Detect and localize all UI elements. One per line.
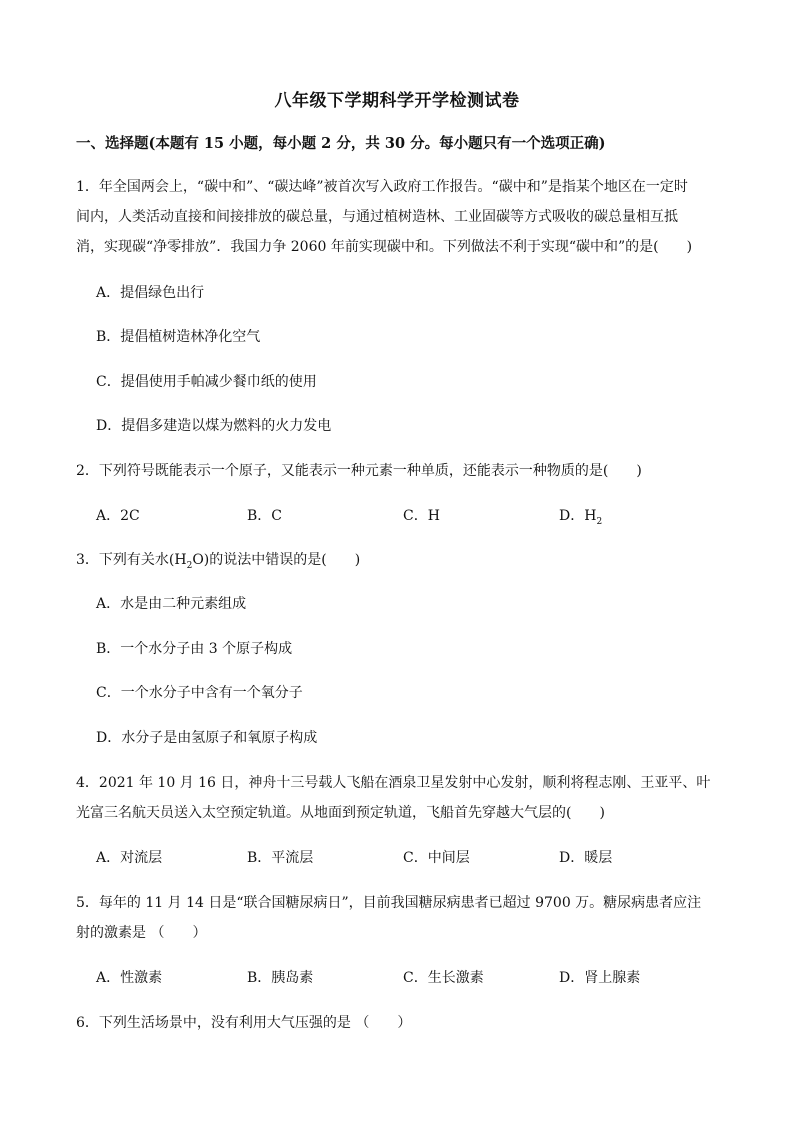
q1-option-a[interactable]: A．提倡绿色出行 — [96, 285, 205, 301]
q1-line-2: 间内，人类活动直接和间接排放的碳总量，与通过植树造林、工业固碳等方式吸收的碳总量相互抵 — [76, 209, 678, 225]
q2-option-d-subscript: 2 — [596, 516, 603, 527]
q5-option-b[interactable]: B．胰岛素 — [247, 970, 314, 986]
q2-option-b[interactable]: B．C — [247, 508, 282, 524]
q4-line-1: 4．2021 年 10 月 16 日，神舟十三号载人飞船在酒泉卫星发射中心发射，顺利将程志刚、王亚平、叶 — [76, 775, 711, 791]
q2-option-d-text: D．H — [559, 508, 597, 524]
q1-option-b[interactable]: B．提倡植树造林净化空气 — [96, 329, 261, 345]
q5-option-a[interactable]: A．性激素 — [96, 970, 163, 986]
q2-option-c[interactable]: C．H — [403, 508, 440, 524]
q6-stem: 6．下列生活场景中，没有利用大气压强的是 （ ） — [76, 1015, 412, 1031]
q3-option-b[interactable]: B．一个水分子由 3 个原子构成 — [96, 641, 293, 657]
exam-title: 八年级下学期科学开学检测试卷 — [274, 91, 520, 111]
q4-line-2: 光富三名航天员送入太空预定轨道。从地面到预定轨道，飞船首先穿越大气层的( ) — [76, 805, 605, 821]
q1-line-1: 1．年全国两会上，“碳中和”、“碳达峰”被首次写入政府工作报告。“碳中和”是指某个地区在一定时 — [76, 179, 688, 195]
q5-option-d[interactable]: D．肾上腺素 — [559, 970, 641, 986]
q5-option-c[interactable]: C．生长激素 — [403, 970, 484, 986]
q3-option-d[interactable]: D．水分子是由氢原子和氧原子构成 — [96, 730, 318, 746]
q2-stem: 2．下列符号既能表示一个原子，又能表示一种元素一种单质，还能表示一种物质的是( ) — [76, 463, 642, 479]
q4-option-c[interactable]: C．中间层 — [403, 850, 470, 866]
q3-stem — [76, 549, 360, 571]
q1-option-d[interactable]: D．提倡多建造以煤为燃料的火力发电 — [96, 418, 332, 434]
q5-line-2: 射的激素是 （ ） — [76, 925, 207, 941]
section-heading: 一、选择题(本题有 15 小题，每小题 2 分，共 30 分。每小题只有一个选项正确) — [76, 135, 606, 152]
q4-option-b[interactable]: B．平流层 — [247, 850, 314, 866]
q4-option-a[interactable]: A．对流层 — [96, 850, 163, 866]
q2-option-a[interactable]: A．2C — [96, 508, 140, 524]
q1-option-c[interactable]: C．提倡使用手帕减少餐巾纸的使用 — [96, 374, 317, 390]
q3-stem-part-1: 3．下列有关水(H — [76, 552, 187, 568]
q3-option-a[interactable]: A．水是由二种元素组成 — [96, 596, 247, 612]
q3-stem-part-2: O)的说法中错误的是( ) — [192, 552, 361, 568]
q2-option-d[interactable] — [559, 505, 602, 527]
q3-stem-subscript: 2 — [186, 560, 193, 571]
q5-line-1: 5．每年的 11 月 14 日是“联合国糖尿病日”，目前我国糖尿病患者已超过 9700 万。糖尿病患者应注 — [76, 895, 702, 911]
q4-option-d[interactable]: D．暖层 — [559, 850, 613, 866]
q3-option-c[interactable]: C．一个水分子中含有一个氧分子 — [96, 685, 303, 701]
q1-line-3: 消，实现碳“净零排放”．我国力争 2060 年前实现碳中和。下列做法不利于实现“碳中和”的是( ) — [76, 239, 693, 255]
